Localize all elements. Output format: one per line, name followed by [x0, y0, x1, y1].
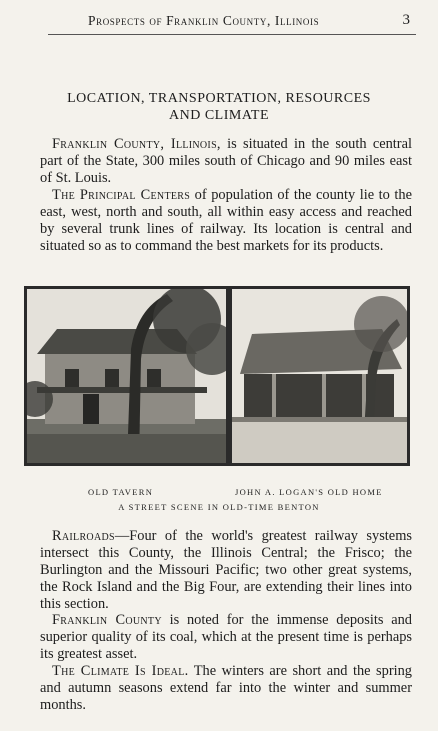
paragraph-location: [40, 136, 412, 187]
paragraph-lead: Franklin County, Illinois,: [52, 136, 221, 152]
paragraph-lead: The Climate Is Ideal.: [52, 663, 189, 679]
section-title: [40, 90, 398, 124]
old-tavern-photo: [27, 289, 226, 463]
running-header: [48, 10, 416, 35]
caption-street-scene: A STREET SCENE IN OLD-TIME BENTON: [118, 502, 320, 512]
photo-figure: [24, 286, 410, 466]
paragraph-text: is situated in the south central part of the State, 300 miles south of Chicago and 90 miles east of St. Louis.: [40, 136, 412, 186]
paragraph-lead: Railroads: [52, 528, 115, 544]
page-number: 3: [402, 12, 410, 28]
caption-old-tavern: OLD TAVERN: [88, 487, 154, 497]
paragraph-lead: Franklin County: [52, 612, 162, 628]
section-title-line-1: LOCATION, TRANSPORTATION, RESOURCES: [67, 91, 371, 106]
paragraph-coal: [40, 612, 412, 663]
running-title: Prospects of Franklin County, Illinois: [88, 13, 320, 28]
paragraph-text: is noted for the immense deposits and superior quality of its coal, which at the present time is perhaps its greatest asset.: [40, 612, 412, 662]
paragraph-railroads: [40, 528, 412, 613]
caption-logan-home: JOHN A. LOGAN'S OLD HOME: [235, 487, 383, 497]
paragraph-text: —Four of the world's greatest railway systems intersect this County, the Illinois Central; the Frisco; the Burlington and the Missouri Pacific; two other great systems, the Rock Island and the Big Four, are extending their lines into this section.: [40, 528, 412, 612]
paragraph-climate: [40, 663, 412, 714]
paragraph-text: The winters are short and the spring and autumn seasons extend far into the winter and summer months.: [40, 663, 412, 713]
paragraph-text: of population of the county lie to the east, west, north and south, all within easy access and reached by several trunk lines of railway. Its location is central and situated so as to command the best markets for its products.: [40, 187, 412, 254]
paragraph-principal-centers: [40, 187, 412, 255]
paragraph-lead: The Principal Centers: [52, 187, 191, 203]
logan-home-photo: [232, 289, 407, 463]
section-title-line-2: AND CLIMATE: [169, 108, 269, 123]
